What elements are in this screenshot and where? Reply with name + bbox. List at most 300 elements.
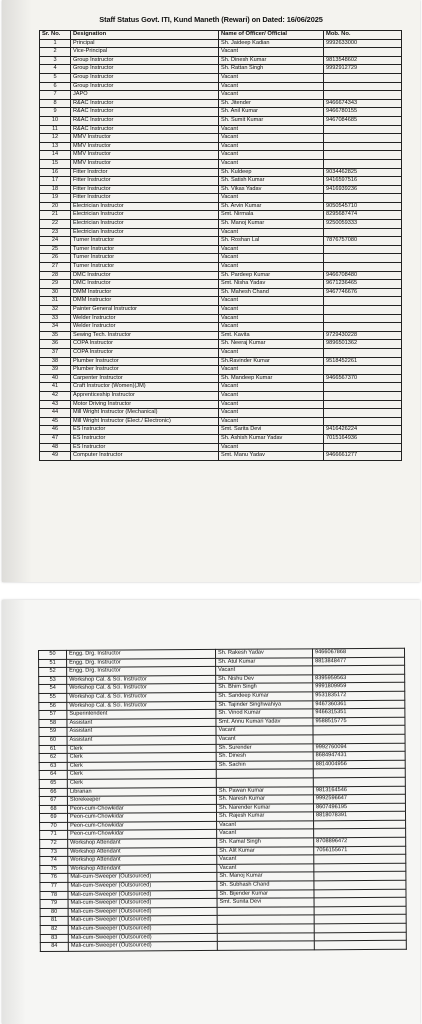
cell-name: Vacant [217,864,314,873]
cell-designation: Assistant [67,727,216,737]
cell-name: Smt. Kavita [219,331,324,340]
cell-designation: Librarian [67,787,216,797]
cell-mobile: 8818078391 [313,812,405,821]
cell-sr-no: 25 [40,245,71,254]
cell-mobile: 9466661277 [324,452,402,461]
cell-sr-no: 73 [40,848,68,857]
cell-name: Vacant [219,400,324,409]
cell-mobile [324,142,402,151]
cell-sr-no: 28 [40,271,71,280]
cell-sr-no: 10 [40,116,71,125]
cell-mobile [324,48,402,57]
table-row [40,409,402,418]
cell-sr-no: 59 [39,728,67,737]
cell-mobile: 9416939236 [324,185,402,194]
cell-name: Sh. Dinesh [216,752,313,761]
cell-name: Vacant [219,323,324,332]
table-row [40,168,402,177]
table-row [40,185,402,194]
cell-sr-no: 8 [40,99,71,108]
cell-name: Vacant [219,151,324,160]
cell-name: Sh. Tajinder Singhwahiya [216,700,313,709]
table-row [40,91,402,100]
cell-sr-no: 61 [39,745,67,754]
table-row [40,142,402,151]
cell-sr-no: 58 [39,719,67,728]
table-row [40,159,402,168]
cell-mobile: 9992760094 [313,743,405,752]
cell-designation: Peon-cum-Chowkidar [67,813,216,823]
cell-name: Vacant [219,409,324,418]
cell-name: Vacant [219,306,324,315]
cell-designation: Group Instructor [71,82,219,91]
table-row [40,417,402,426]
cell-sr-no: 20 [40,202,71,211]
cell-name: Sh. Manoj Kumar [219,220,324,229]
cell-designation: ES Instructor [71,426,219,435]
cell-designation: R&AC Instructor [71,116,219,125]
cell-mobile: 9466315351 [313,708,405,717]
cell-sr-no: 29 [40,280,71,289]
cell-designation: Apprenticeship Instructor [71,391,219,400]
cell-designation: MMV Instructor [71,151,219,160]
cell-mobile: 9466674343 [324,99,402,108]
cell-mobile [324,443,402,452]
cell-name: Sh. Vikas Yadav [219,185,324,194]
table-row [40,340,402,349]
table-row [40,73,402,82]
cell-mobile: 9813548602 [324,56,402,65]
cell-name: Sh. Jaideep Kadian [219,39,324,48]
cell-sr-no: 74 [40,857,68,866]
cell-sr-no: 40 [40,374,71,383]
cell-mobile [324,391,402,400]
page-shadow [2,0,32,582]
table-row [40,280,402,289]
cell-designation: DMM Instructor [71,288,219,297]
table-row [40,202,402,211]
cell-sr-no: 83 [40,934,68,943]
cell-mobile [324,348,402,357]
table-header-row [40,31,402,40]
cell-name: Vacant [219,263,324,272]
cell-sr-no: 52 [39,668,67,677]
cell-designation: Clerk [67,761,216,771]
cell-name: Vacant [219,314,324,323]
table-row [40,314,402,323]
cell-sr-no: 11 [40,125,71,134]
staff-table-page-2 [38,648,407,952]
table-row [40,323,402,332]
cell-designation: R&AC Instructor [71,99,219,108]
cell-sr-no: 46 [40,426,71,435]
cell-mobile [324,151,402,160]
cell-name: Sh. Vinod Kumar [216,709,313,718]
cell-sr-no: 4 [40,65,71,74]
table-row [40,245,402,254]
cell-designation: MMV Instructor [71,134,219,143]
cell-designation: Fitter Instructor [71,177,219,186]
cell-mobile: 9034462825 [324,168,402,177]
cell-sr-no: 51 [39,659,67,668]
cell-designation: Mali-cum-Sweeper (Outsourced) [68,924,217,934]
cell-mobile: 9991809959 [313,683,405,692]
cell-sr-no: 14 [40,151,71,160]
cell-sr-no: 69 [40,814,68,823]
cell-mobile [324,417,402,426]
cell-name: Smt. Manu Yadav [219,452,324,461]
table-row [40,263,402,272]
cell-sr-no: 65 [39,779,67,788]
table-row [40,125,402,134]
cell-name: Sh. Bijender Kumar [217,889,314,898]
header-designation: Designation [71,31,219,40]
cell-designation: Group Instructor [71,65,219,74]
cell-mobile: 8708896472 [314,837,406,846]
header-sr-no: Sr. No. [40,31,71,40]
cell-designation: Peon-cum-Chowkidar [68,830,217,840]
cell-name: Sh. Anil Kumar [219,108,324,117]
cell-designation: R&AC Instructor [71,125,219,134]
table-row [40,116,402,125]
table-row [40,134,402,143]
cell-sr-no: 45 [40,417,71,426]
table-row [40,237,402,246]
cell-sr-no: 23 [40,228,71,237]
cell-name: Sh. Sumit Kumar [219,116,324,125]
table-row [40,357,402,366]
cell-name: Sh. Sandeep Kumar [216,692,313,701]
cell-mobile: 9466067868 [312,648,404,657]
cell-mobile [324,323,402,332]
cell-mobile [324,409,402,418]
cell-name: Vacant [219,383,324,392]
cell-designation: Assistant [67,718,216,728]
cell-mobile [324,134,402,143]
cell-sr-no: 82 [40,925,68,934]
cell-sr-no: 2 [40,48,71,57]
cell-sr-no: 49 [40,452,71,461]
cell-sr-no: 43 [40,400,71,409]
cell-sr-no: 54 [39,685,67,694]
cell-mobile: 9050545710 [324,202,402,211]
cell-mobile: 9992912729 [324,65,402,74]
cell-designation: COPA Instructor [71,348,219,357]
cell-name: Vacant [219,48,324,57]
cell-name: Sh. Satish Kumar [219,177,324,186]
cell-designation: Workshop Attendant [68,864,217,874]
cell-designation: Mali-cum-Sweeper (Outsourced) [68,916,217,926]
cell-sr-no: 80 [40,908,68,917]
cell-name: Sh. Rattan Singh [219,65,324,74]
cell-name: Sh. Pardeep Kumar [219,271,324,280]
cell-sr-no: 38 [40,357,71,366]
cell-name: Sh. Neeraj Kumar [219,340,324,349]
table-row [40,297,402,306]
cell-designation: Group Instructor [71,73,219,82]
cell-designation: Workshop Attendant [68,838,217,848]
cell-designation: ES Instructor [71,434,219,443]
table-row [40,151,402,160]
document-page-1 [2,0,420,582]
cell-designation: MMV Instructor [71,142,219,151]
document-title: Staff Status Govt. ITI, Kund Maneth (Rewari) on Dated: 16/06/2025 [99,15,323,24]
cell-name: Sh. Roshan Lal [219,237,324,246]
cell-mobile: 9671236465 [324,280,402,289]
cell-designation: MMV Instructor [71,159,219,168]
cell-mobile: 9992633000 [324,39,402,48]
cell-designation: Carpenter Instructor [71,374,219,383]
cell-designation: R&AC Instructor [71,108,219,117]
cell-mobile: 9896501362 [324,340,402,349]
table-row [40,400,402,409]
cell-designation: Mill Wright Instructor (Elect./ Electronic) [71,417,219,426]
cell-designation: Turner Instructor [71,254,219,263]
cell-sr-no: 60 [39,736,67,745]
table-row [40,331,402,340]
cell-mobile: 7015164936 [324,434,402,443]
table-row [40,177,402,186]
cell-name: Vacant [219,82,324,91]
cell-sr-no: 16 [40,168,71,177]
cell-mobile: 9467084685 [324,116,402,125]
cell-sr-no: 12 [40,134,71,143]
cell-mobile: 9813164546 [313,786,405,795]
cell-name: Sh. Jitender [219,99,324,108]
cell-name: Vacant [219,348,324,357]
cell-sr-no: 24 [40,237,71,246]
cell-sr-no: 37 [40,348,71,357]
cell-name: Vacant [216,735,313,744]
cell-sr-no: 75 [40,865,68,874]
cell-designation: Electrician Instructor [71,211,219,220]
cell-sr-no: 67 [39,796,67,805]
cell-sr-no: 47 [40,434,71,443]
cell-name: Sh. Nishu Dev [216,675,313,684]
cell-name: Vacant [217,821,314,830]
cell-sr-no: 72 [40,839,68,848]
cell-name: Vacant [219,254,324,263]
cell-name: Vacant [217,829,314,838]
cell-designation: Painter General Instructor [71,306,219,315]
cell-name: Sh.Ravinder Kumar [219,357,324,366]
cell-designation: Engg. Drg. Instructor [67,649,216,659]
cell-mobile: 8813848477 [313,657,405,666]
cell-name: Sh. Atul Kumar [216,657,313,666]
table-row [40,99,402,108]
cell-mobile: 9729430228 [324,331,402,340]
cell-mobile: 8814004956 [313,760,405,769]
cell-sr-no: 36 [40,340,71,349]
cell-designation: ES Instructor [71,443,219,452]
cell-sr-no: 41 [40,383,71,392]
cell-mobile [324,297,402,306]
table-row [40,211,402,220]
cell-sr-no: 3 [40,56,71,65]
cell-sr-no: 7 [40,91,71,100]
cell-name: Vacant [219,91,324,100]
cell-name: Vacant [219,228,324,237]
cell-name: Sh. Arvin Kumar [219,202,324,211]
cell-name: Sh. Subhash Chand [217,881,314,890]
cell-sr-no: 53 [39,676,67,685]
cell-sr-no: 44 [40,409,71,418]
cell-designation: Group Instructor [71,56,219,65]
cell-mobile: 9416597516 [324,177,402,186]
cell-name: Vacant [219,391,324,400]
cell-designation: Superintendent [67,710,216,720]
cell-designation: Plumber Instructor [71,366,219,375]
cell-sr-no: 76 [40,874,68,883]
cell-designation: Electrician Instructor [71,220,219,229]
cell-name: Sh. Surender [216,743,313,752]
cell-mobile: 7056155671 [314,846,406,855]
table-row [40,348,402,357]
cell-designation: DMC Instructor [71,271,219,280]
cell-sr-no: 1 [40,39,71,48]
cell-sr-no: 5 [40,73,71,82]
cell-designation: Sewing Tech. Instructor [71,331,219,340]
cell-mobile: 9518452261 [324,357,402,366]
cell-sr-no: 81 [40,917,68,926]
table-row [40,48,402,57]
cell-sr-no: 17 [40,177,71,186]
cell-name: Vacant [219,194,324,203]
cell-designation: Plumber Instructor [71,357,219,366]
cell-name: Vacant [219,443,324,452]
cell-name: Sh. Naresh Kumar [216,795,313,804]
cell-name: Vacant [219,125,324,134]
cell-name: Vacant [219,159,324,168]
cell-mobile [324,194,402,203]
cell-sr-no: 9 [40,108,71,117]
cell-sr-no: 18 [40,185,71,194]
header-mobile: Mob. No. [324,31,402,40]
cell-name: Smt. Nirmala [219,211,324,220]
cell-sr-no: 32 [40,306,71,315]
cell-sr-no: 15 [40,159,71,168]
cell-mobile [324,125,402,134]
cell-designation: Mill Wright Instructor (Mechanical) [71,409,219,418]
cell-mobile: 8295687474 [324,211,402,220]
cell-name: Smt. Sunita Devi [217,898,314,907]
cell-sr-no: 78 [40,891,68,900]
document-page-2 [2,600,420,1024]
cell-name: Vacant [217,855,314,864]
cell-designation: Fitter Instructor [71,194,219,203]
table-row [40,108,402,117]
cell-designation: Clerk [67,753,216,763]
cell-name: Vacant [219,73,324,82]
cell-mobile: 8395959563 [313,674,405,683]
table-row [40,39,402,48]
cell-designation: Motor Driving Instructor [71,400,219,409]
cell-name: Vacant [219,134,324,143]
cell-designation: COPA Instructor [71,340,219,349]
cell-designation: Mali-cum-Sweeper (Outsourced) [68,899,217,909]
cell-mobile [324,366,402,375]
cell-designation: Turner Instructor [71,263,219,272]
cell-sr-no: 6 [40,82,71,91]
cell-designation: Turner Instructor [71,237,219,246]
cell-sr-no: 31 [40,297,71,306]
cell-mobile [324,314,402,323]
cell-designation: Storekeeper [67,796,216,806]
table-row [40,82,402,91]
table-row [40,271,402,280]
cell-sr-no: 30 [40,288,71,297]
cell-designation: Fitter Instrctor [71,168,219,177]
cell-sr-no: 39 [40,366,71,375]
table-row [40,426,402,435]
cell-name: Sh. Ashish Kumar Yadav [219,434,324,443]
cell-mobile: 9466567370 [324,374,402,383]
cell-sr-no: 57 [39,710,67,719]
cell-sr-no: 27 [40,263,71,272]
cell-designation: Clerk [67,778,216,788]
cell-name [217,941,314,950]
table-row [40,366,402,375]
cell-name: Vacant [219,245,324,254]
cell-designation: Peon-cum-Chowkidar [68,821,217,831]
cell-designation: Mali-cum-Sweeper (Outsourced) [68,907,217,917]
cell-name: Sh. Bhim Singh [216,683,313,692]
cell-name: Vacant [219,417,324,426]
cell-designation: Engg. Drg. Instructor [67,667,216,677]
cell-mobile [324,254,402,263]
cell-designation: Peon-cum-Chowkidar [67,804,216,814]
cell-mobile: 9531835172 [313,691,405,700]
cell-designation: Clerk [67,770,216,780]
cell-sr-no: 63 [39,762,67,771]
cell-mobile: 9466780155 [324,108,402,117]
cell-sr-no: 77 [40,882,68,891]
cell-designation: Principal [71,39,219,48]
cell-mobile: 9416426224 [324,426,402,435]
cell-mobile: 9467746676 [324,288,402,297]
cell-designation: Fitter Instructor [71,185,219,194]
cell-name: Sh. Kuldeep [219,168,324,177]
cell-designation: Computer Instructor [71,452,219,461]
cell-sr-no: 13 [40,142,71,151]
cell-sr-no: 71 [40,831,68,840]
cell-designation: Turner Instructor [71,245,219,254]
cell-designation: Craft Instructor (Women)(JM) [71,383,219,392]
cell-mobile [324,263,402,272]
table-row [40,254,402,263]
cell-name: Smt. Nisha Yadav [219,280,324,289]
cell-sr-no: 19 [40,194,71,203]
cell-mobile [324,228,402,237]
cell-designation: Workshop Cal. & Sci. Instructor [67,675,216,685]
cell-mobile: 9588515775 [313,717,405,726]
table-row [40,288,402,297]
cell-mobile [324,73,402,82]
staff-table-page-1 [39,30,402,461]
cell-sr-no: 64 [39,771,67,780]
cell-sr-no: 70 [40,822,68,831]
cell-designation: Clerk [67,744,216,754]
cell-mobile: 9466708480 [324,271,402,280]
cell-name: Vacant [219,142,324,151]
cell-name: Sh. Mahesh Chand [219,288,324,297]
cell-mobile: 9467360361 [313,700,405,709]
cell-sr-no: 55 [39,693,67,702]
cell-sr-no: 34 [40,323,71,332]
table-row [40,383,402,392]
cell-sr-no: 50 [39,650,67,659]
cell-sr-no: 66 [39,788,67,797]
